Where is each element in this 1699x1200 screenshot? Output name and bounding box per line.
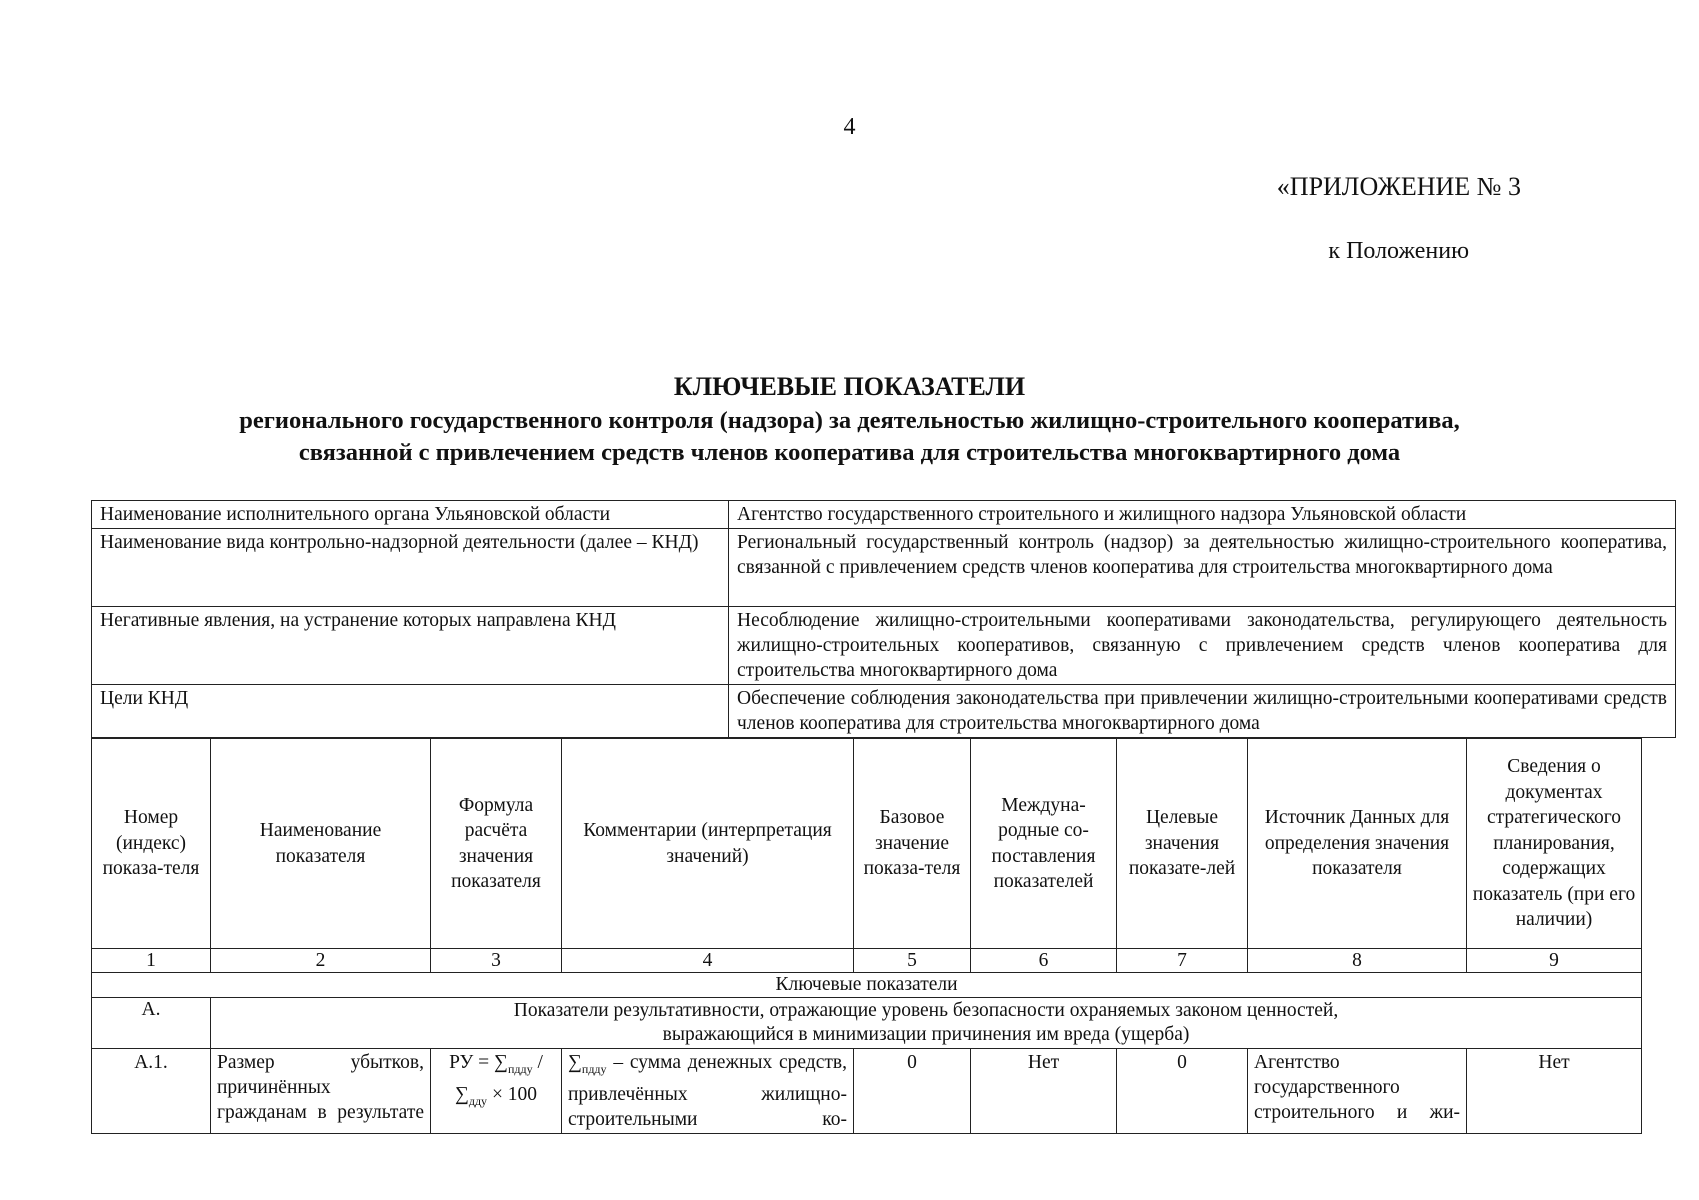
document-title: КЛЮЧЕВЫЕ ПОКАЗАТЕЛИ bbox=[673, 372, 1026, 401]
info-row-knd-goals bbox=[92, 685, 1676, 738]
header-comments: Комментарии (интерпретация значений) bbox=[562, 739, 854, 949]
info-value: Обеспечение соблюдения законодательства при привлечении жилищно-строительными кооперативами средств членов кооператива для строительства многоквартирного дома bbox=[729, 685, 1676, 738]
column-number: 2 bbox=[211, 949, 431, 973]
formula-sub-2: дду bbox=[468, 1093, 488, 1108]
info-value: Агентство государственного строительного и жилищного надзора Ульяновской области bbox=[729, 501, 1676, 529]
subtitle-line-2: связанной с привлечением средств членов кооператива для строительства многоквартирного дома bbox=[298, 439, 1401, 466]
group-title-line-2: выражающийся в минимизации причинения им вреда (ущерба) bbox=[662, 1024, 1190, 1045]
header-source: Источник Данных для определения значения показателя bbox=[1248, 739, 1467, 949]
page-number: 4 bbox=[843, 114, 856, 140]
info-label: Цели КНД bbox=[92, 685, 729, 738]
appendix-title: «ПРИЛОЖЕНИЕ № 3 bbox=[1276, 172, 1521, 201]
info-row-executive-body bbox=[92, 501, 1676, 529]
info-value: Региональный государственный контроль (надзор) за деятельностью жилищно-строительного кооператива, связанной с привлечением средств членов кооператива для строительства многоквартирного дома bbox=[729, 529, 1676, 607]
comment-text: – сумма денежных средств, привлечённых жилищно-строительными ко- bbox=[568, 1052, 847, 1130]
subtitle-line-1: регионального государственного контроля (надзора) за деятельностью жилищно-строительного кооператива, bbox=[239, 407, 1460, 434]
header-strategic-docs: Сведения о документах стратегического планирования, содержащих показатель (при его наличии) bbox=[1467, 739, 1642, 949]
header-base-value: Базовое значение показа-теля bbox=[854, 739, 971, 949]
formula-lhs: РУ = ∑ bbox=[449, 1052, 508, 1073]
row-source: Агентство государственного строительного и жи- bbox=[1248, 1049, 1467, 1134]
appendix-subtitle: к Положению bbox=[1328, 238, 1469, 264]
table-row bbox=[92, 1049, 1642, 1134]
column-number: 5 bbox=[854, 949, 971, 973]
row-comment bbox=[562, 1049, 854, 1134]
row-base-value: 0 bbox=[854, 1049, 971, 1134]
comment-sub: пдду bbox=[581, 1061, 607, 1076]
section-title: Ключевые показатели bbox=[92, 973, 1642, 998]
info-label: Наименование вида контрольно-надзорной деятельности (далее – КНД) bbox=[92, 529, 729, 607]
table-header-row bbox=[92, 739, 1642, 949]
header-name: Наименование показателя bbox=[211, 739, 431, 949]
group-row bbox=[92, 998, 1642, 1049]
info-table bbox=[91, 500, 1676, 738]
info-label: Негативные явления, на устранение которых направлена КНД bbox=[92, 607, 729, 685]
column-number: 9 bbox=[1467, 949, 1642, 973]
indicators-table bbox=[91, 738, 1642, 1134]
formula-mid: / ∑ bbox=[454, 1052, 543, 1105]
header-index: Номер (индекс) показа-теля bbox=[92, 739, 211, 949]
group-index: А. bbox=[92, 998, 211, 1049]
column-number: 1 bbox=[92, 949, 211, 973]
row-strategic-docs: Нет bbox=[1467, 1049, 1642, 1134]
row-indicator-name: Размер убытков, причинённых гражданам в результате bbox=[211, 1049, 431, 1134]
formula-rhs: × 100 bbox=[487, 1083, 538, 1105]
row-formula bbox=[431, 1049, 562, 1134]
column-number-row bbox=[92, 949, 1642, 973]
comment-symbol: ∑ bbox=[568, 1052, 582, 1073]
section-row bbox=[92, 973, 1642, 998]
info-label: Наименование исполнительного органа Ульяновской области bbox=[92, 501, 729, 529]
group-title bbox=[211, 998, 1642, 1049]
row-index: А.1. bbox=[92, 1049, 211, 1134]
group-title-line-1: Показатели результативности, отражающие уровень безопасности охраняемых законом ценностей, bbox=[513, 1000, 1339, 1021]
header-formula: Формула расчёта значения показателя bbox=[431, 739, 562, 949]
row-international: Нет bbox=[971, 1049, 1117, 1134]
info-row-knd-type bbox=[92, 529, 1676, 607]
column-number: 3 bbox=[431, 949, 562, 973]
column-number: 4 bbox=[562, 949, 854, 973]
row-target: 0 bbox=[1117, 1049, 1248, 1134]
info-row-negative-phenomena bbox=[92, 607, 1676, 685]
column-number: 6 bbox=[971, 949, 1117, 973]
column-number: 7 bbox=[1117, 949, 1248, 973]
header-target: Целевые значения показате-лей bbox=[1117, 739, 1248, 949]
info-value: Несоблюдение жилищно-строительными кооперативами законодательства, регулирующего деятельность жилищно-строительных кооперативов, связанную с привлечением средств членов кооператива для строительства многоквартирного дома bbox=[729, 607, 1676, 685]
document-subtitle bbox=[100, 405, 1599, 469]
formula-sub-1: пдду bbox=[507, 1061, 533, 1076]
header-international: Междуна-родные со-поставления показателей bbox=[971, 739, 1117, 949]
column-number: 8 bbox=[1248, 949, 1467, 973]
